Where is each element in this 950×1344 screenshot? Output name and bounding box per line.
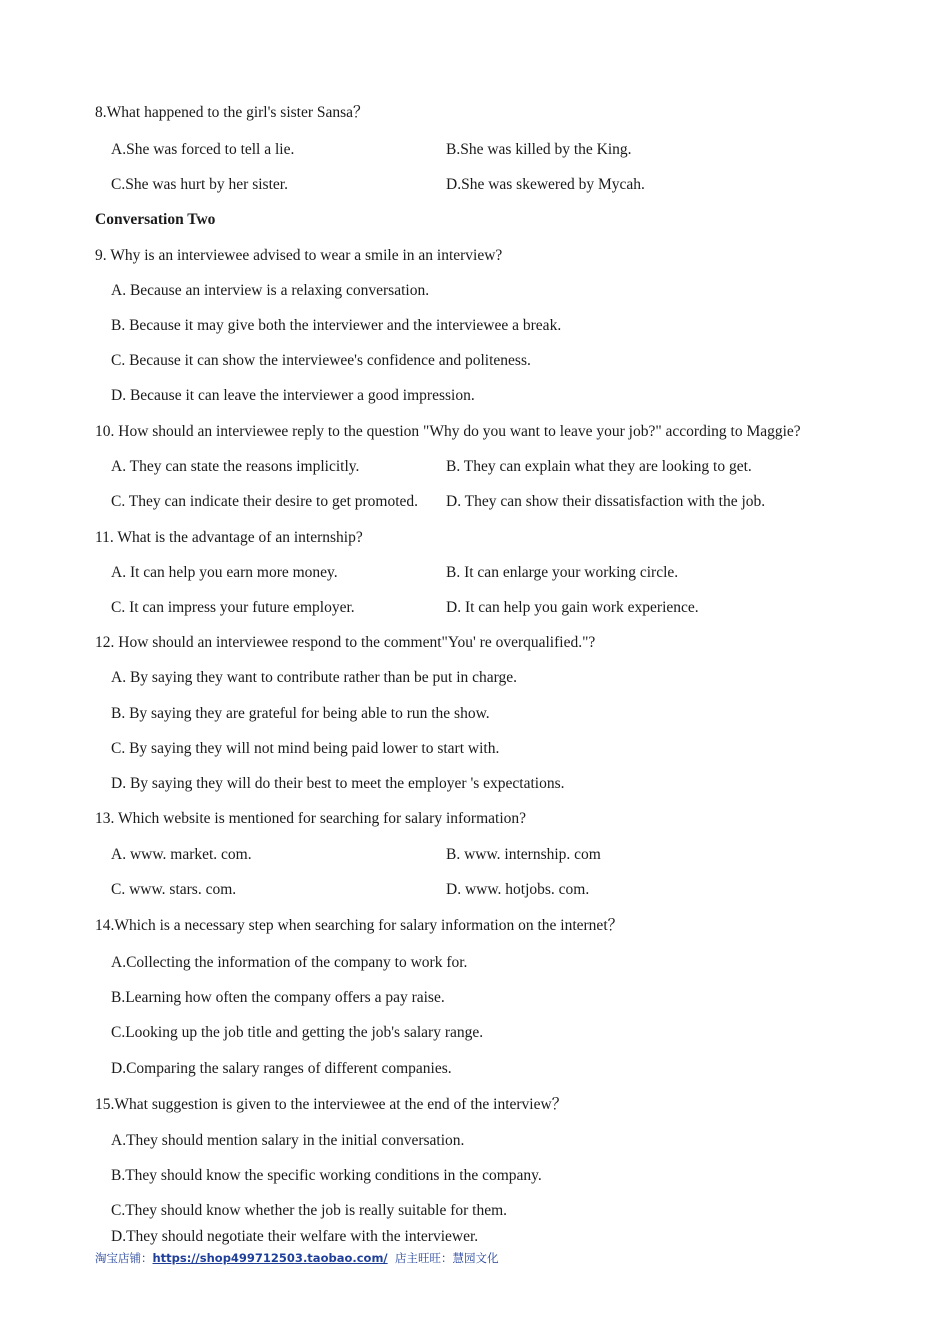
question-12-option-a: A. By saying they want to contribute rather than be put in charge. — [111, 669, 518, 686]
question-11-option-d: D. It can help you gain work experience. — [446, 599, 699, 616]
question-14-stem: 14.Which is a necessary step when searching for salary information on the internet？ — [95, 917, 624, 934]
question-13-option-c: C. www. stars. com. — [111, 881, 237, 898]
question-10-option-b: B. They can explain what they are looking to get. — [446, 458, 752, 475]
question-14-option-c: C.Looking up the job title and getting the job's salary range. — [111, 1024, 484, 1041]
question-8-option-b: B.She was killed by the King. — [446, 141, 632, 158]
question-13-stem: 13. Which website is mentioned for searching for salary information? — [95, 810, 527, 827]
question-10-stem: 10. How should an interviewee reply to the question "Why do you want to leave your job?" according to Maggie? — [95, 423, 801, 440]
question-11-option-c: C. It can impress your future employer. — [111, 599, 355, 616]
question-10-option-c: C. They can indicate their desire to get promoted. — [111, 493, 419, 510]
question-13-option-a: A. www. market. com. — [111, 846, 252, 863]
question-14-option-b: B.Learning how often the company offers a pay raise. — [111, 989, 445, 1006]
question-11-stem: 11. What is the advantage of an internship? — [95, 529, 363, 546]
question-13-option-b: B. www. internship. com — [446, 846, 601, 863]
question-11-option-a: A. It can help you earn more money. — [111, 564, 338, 581]
footer-owner-label: 店主旺旺：慧园文化 — [394, 1251, 499, 1265]
footer-shop-link[interactable]: https://shop499712503.taobao.com/ — [152, 1251, 388, 1265]
question-15-option-c: C.They should know whether the job is really suitable for them. — [111, 1202, 508, 1219]
question-12-option-c: C. By saying they will not mind being paid lower to start with. — [111, 740, 500, 757]
question-14-option-a: A.Collecting the information of the company to work for. — [111, 954, 468, 971]
question-9-option-c: C. Because it can show the interviewee's confidence and politeness. — [111, 352, 531, 369]
question-9-stem: 9. Why is an interviewee advised to wear a smile in an interview? — [95, 247, 503, 264]
question-10-option-d: D. They can show their dissatisfaction with the job. — [446, 493, 766, 510]
footer — [95, 1250, 498, 1266]
question-9-option-d: D. Because it can leave the interviewer a good impression. — [111, 387, 475, 404]
question-9-option-b: B. Because it may give both the interviewer and the interviewee a break. — [111, 317, 562, 334]
question-10-option-a: A. They can state the reasons implicitly. — [111, 458, 360, 475]
question-12-stem: 12. How should an interviewee respond to the comment"You' re overqualified."? — [95, 634, 596, 651]
section-title: Conversation Two — [95, 211, 216, 228]
question-8-option-a: A.She was forced to tell a lie. — [111, 141, 295, 158]
question-12-option-b: B. By saying they are grateful for being able to run the show. — [111, 705, 490, 722]
question-14-option-d: D.Comparing the salary ranges of different companies. — [111, 1060, 452, 1077]
question-8-option-d: D.She was skewered by Mycah. — [446, 176, 645, 193]
question-12-option-d: D. By saying they will do their best to meet the employer 's expectations. — [111, 775, 565, 792]
question-8-stem: 8.What happened to the girl's sister Sansa？ — [95, 104, 369, 121]
question-15-option-d: D.They should negotiate their welfare with the interviewer. — [111, 1228, 479, 1245]
question-15-stem: 15.What suggestion is given to the interviewee at the end of the interview？ — [95, 1096, 568, 1113]
question-8-option-c: C.She was hurt by her sister. — [111, 176, 288, 193]
question-15-option-a: A.They should mention salary in the initial conversation. — [111, 1132, 465, 1149]
question-11-option-b: B. It can enlarge your working circle. — [446, 564, 679, 581]
footer-shop-label: 淘宝店铺： — [95, 1251, 153, 1265]
question-15-option-b: B.They should know the specific working conditions in the company. — [111, 1167, 542, 1184]
question-9-option-a: A. Because an interview is a relaxing conversation. — [111, 282, 430, 299]
question-13-option-d: D. www. hotjobs. com. — [446, 881, 590, 898]
